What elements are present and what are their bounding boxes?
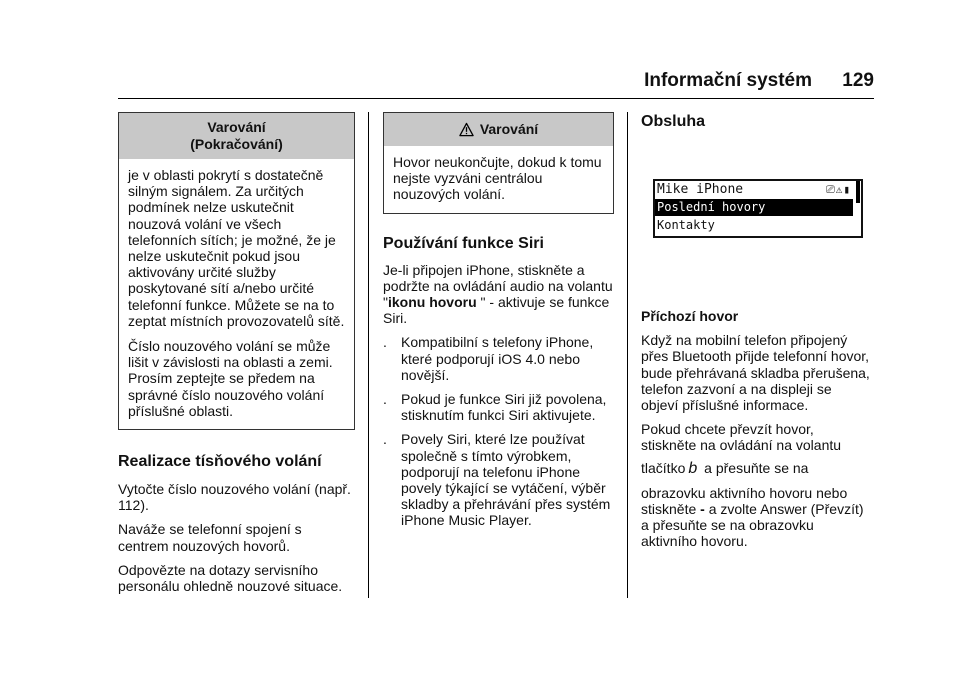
status-icons: ⎚⚠▮: [825, 183, 851, 196]
text-span: a přesuňte se na: [700, 459, 809, 476]
column-2: [383, 112, 614, 537]
paragraph: Naváže se telefonní spojení s centrem nouzových hovorů.: [118, 521, 302, 554]
list-item: . Povely Siri, které lze používat společně s tímto výrobkem, podporují na telefonu iPhone povely týkající se vytáčení, výběr skladby a přehrávání přes systém iPhone Music Player.: [383, 431, 614, 528]
warning-box-continued: [118, 112, 355, 430]
text-span: " - aktivuje se funkce Siri.: [383, 294, 610, 327]
warning-header: [384, 113, 613, 146]
menu-item-selected: Poslední hovory: [655, 199, 853, 216]
paragraph-siri: [383, 262, 614, 327]
warning-paragraph: Číslo nouzového volání se může lišit v závislosti na oblasti a zemi. Prosím zeptejte se předem na správné číslo nouzového volání příslušné oblasti.: [128, 338, 333, 419]
warning-body: [384, 146, 613, 213]
warning-triangle-icon: [459, 122, 474, 137]
warning-paragraph: je v oblasti pokrytí s dostatečně silným signálem. Za určitých podmínek nelze uskutečnit nouzová volání ve všech telefonních sítích; je možné, že je nelze uskutečnit pokud jsou aktivovány určité služby poskytované sítí a/nebo určité telefonní funkce. Můžete se na to zeptat místních provozovatelů sítě.: [128, 167, 345, 329]
warning-header: [119, 113, 354, 159]
menu-item: Kontakty: [657, 218, 715, 232]
warning-title: Varování: [207, 119, 266, 135]
column-divider-1: [368, 112, 369, 598]
section-title: Obsluha: [641, 113, 706, 130]
section-title: Realizace tísňového volání: [118, 453, 322, 471]
page-number: 129: [842, 70, 874, 91]
page-header: [118, 70, 874, 98]
scrollbar: [856, 181, 860, 203]
paragraph: Odpovězte na dotazy servisního personálu ohledně nouzové situace.: [118, 561, 343, 595]
paragraph: [641, 485, 871, 550]
paragraph: Když na mobilní telefon připojený přes Bluetooth přijde telefonní hovor, bude přehrávaná skladba přerušena, telefon zazvoní a na displeji se objeví příslušné informace.: [641, 332, 870, 414]
bold-span: ikonu hovoru: [387, 294, 477, 311]
section-title: Používání funkce Siri: [383, 234, 544, 252]
screen-title: [655, 181, 853, 198]
display-screenshot: [653, 179, 863, 238]
list-item-text: Povely Siri, které lze používat společně s tímto výrobkem, podporují na telefonu iPhone povely týkající se vytáčení, výběr skladby a přehrávání přes systém iPhone Music Player.: [401, 431, 611, 529]
warning-subtitle: (Pokračování): [190, 136, 283, 152]
text-span: tlačítko: [641, 459, 686, 476]
paragraph: Pokud chcete převzít hovor, stiskněte na ovládání na volantu: [641, 421, 842, 454]
bold-span: -: [700, 501, 705, 518]
text-span: a zvolte Answer (Převzít) a přesuňte se na obrazovku aktivního hovoru.: [641, 501, 864, 550]
paragraph: Vytočte číslo nouzového volání (např. 112).: [118, 481, 351, 514]
column-1: [118, 112, 355, 602]
header-rule: [118, 98, 874, 99]
warning-paragraph: Hovor neukončujte, dokud k tomu nejste vyzváni centrálou nouzových volání.: [393, 154, 602, 203]
list-item-text: Pokud je funkce Siri již povolena, stisknutím funkci Siri aktivujete.: [401, 391, 607, 424]
warning-body: [119, 159, 354, 429]
header-title: Informační systém: [644, 70, 812, 91]
paragraph-button: [641, 460, 871, 477]
list-item-text: Kompatibilní s telefony iPhone, které podporují iOS 4.0 nebo novější.: [401, 334, 594, 383]
call-button-icon: b: [688, 459, 698, 477]
text-span: Je-li připojen iPhone, stiskněte a podržte na ovládání audio na volantu ": [383, 261, 613, 311]
list-item: . Pokud je funkce Siri již povolena, stisknutím funkci Siri aktivujete.: [383, 391, 614, 423]
list-item: . Kompatibilní s telefony iPhone, které podporují iOS 4.0 nebo novější.: [383, 334, 614, 383]
text-span: obrazovku aktivního hovoru nebo stiskněte: [641, 484, 848, 518]
column-divider-2: [627, 112, 628, 598]
warning-title: Varování: [479, 121, 539, 137]
column-3: [641, 112, 871, 558]
screen-title-text: Mike iPhone: [657, 182, 744, 197]
warning-box: [383, 112, 614, 214]
sub-heading: Příchozí hovor: [641, 308, 739, 324]
